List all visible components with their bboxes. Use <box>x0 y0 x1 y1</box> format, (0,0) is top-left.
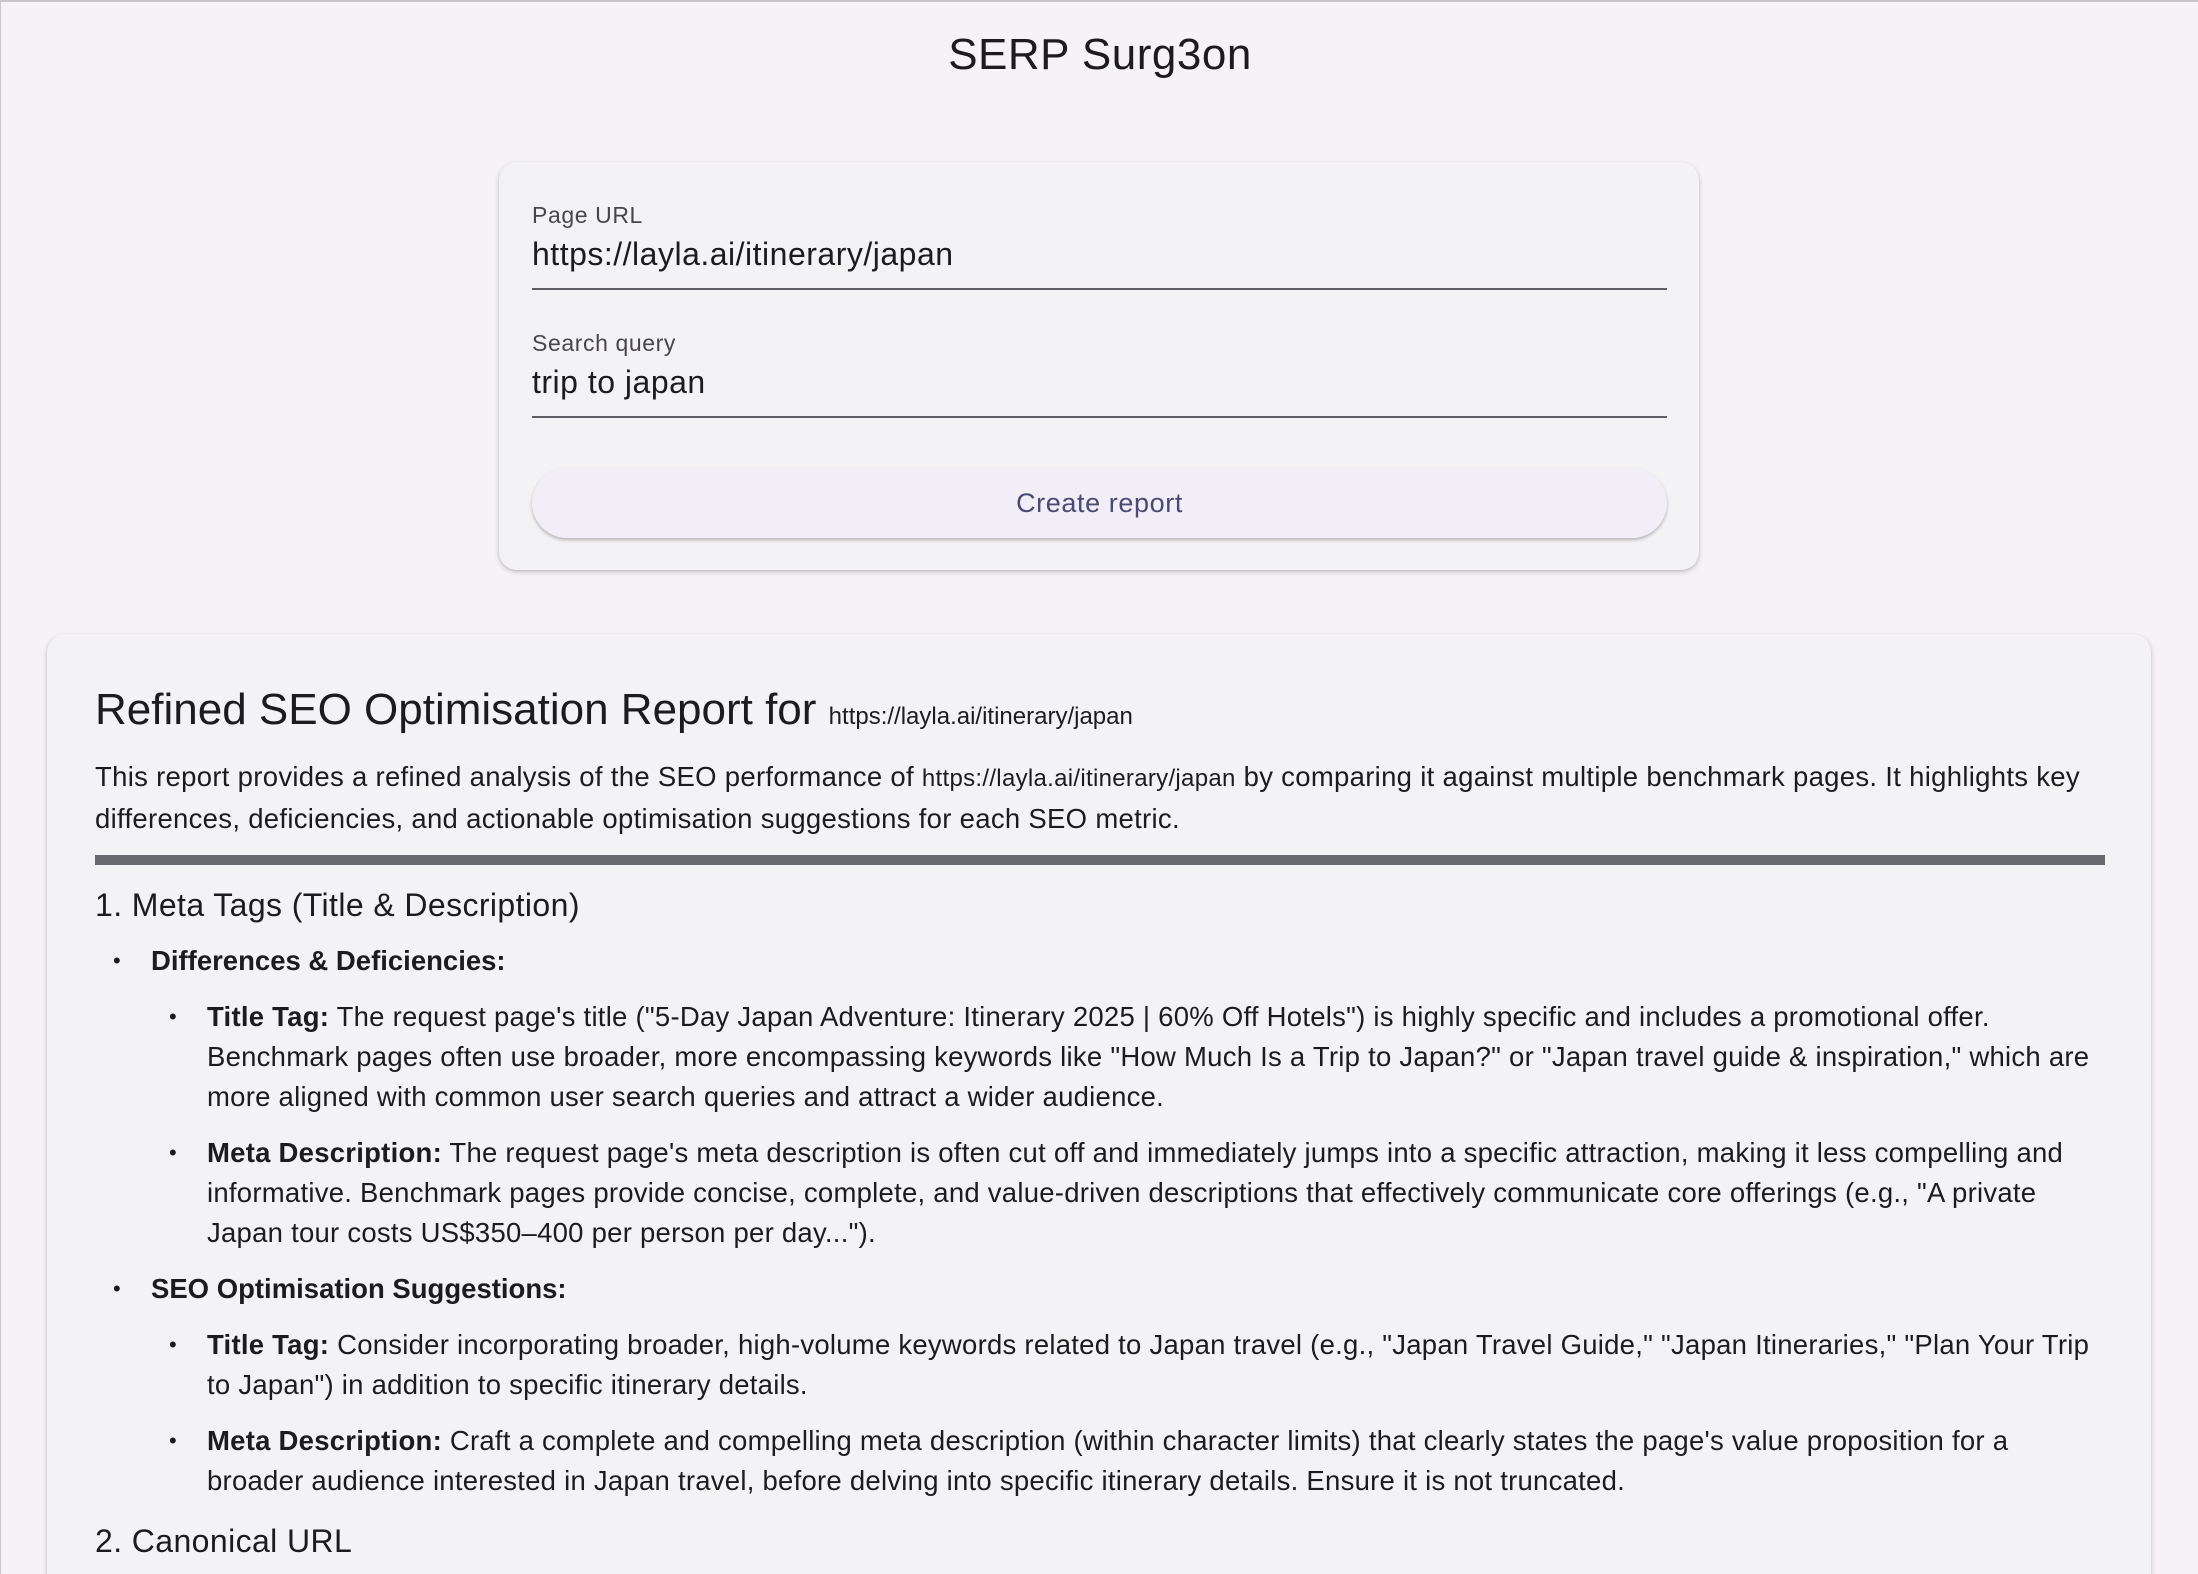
item-text: The request page's meta description is often cut off and immediately jumps into a specific attraction, making it less compelling and informative. Benchmark pages provide concise, complete, and value-driven descriptions that effectively communicate core offerings (e.g., "A private Japan tour costs US$350–400 per person per day..."). <box>207 1137 2064 1248</box>
section-divider <box>95 855 2105 865</box>
report-form <box>499 162 1699 570</box>
group-label-differences: Differences & Deficiencies: <box>151 945 506 976</box>
list-item <box>169 997 2105 1117</box>
report-card <box>47 634 2151 1574</box>
item-text: Consider incorporating broader, high-volume keywords related to Japan travel (e.g., "Japan Travel Guide," "Japan Itineraries," "Plan Your Trip to Japan") in addition to specific itinerary details. <box>207 1329 2090 1400</box>
section-heading-canonical-url: 2. Canonical URL <box>95 1523 353 1559</box>
app-title: SERP Surg3on <box>948 30 1252 79</box>
report-intro <box>95 757 2105 839</box>
differences-items <box>151 997 2105 1253</box>
bullet-icon: • <box>113 1276 121 1301</box>
list-item <box>169 1421 2105 1501</box>
report-title-url: https://layla.ai/itinerary/japan <box>828 703 1133 730</box>
group-label-suggestions: SEO Optimisation Suggestions: <box>151 1273 567 1304</box>
bullet-icon: • <box>113 948 121 973</box>
search-query-input[interactable] <box>532 364 1667 401</box>
group-differences <box>113 941 2105 1253</box>
bullet-icon: • <box>169 1140 177 1165</box>
item-text: Craft a complete and compelling meta description (within character limits) that clearly states the page's value proposition for a broader audience interested in Japan travel, before delving into specific itinerary details. Ensure it is not truncated. <box>207 1425 2009 1496</box>
bullet-icon: • <box>169 1004 177 1029</box>
item-label-title-tag: Title Tag: <box>207 1001 330 1032</box>
suggestions-items <box>151 1325 2105 1501</box>
list-item <box>169 1133 2105 1253</box>
report-title-text: Refined SEO Optimisation Report for <box>95 685 817 734</box>
report-content <box>95 682 2105 1563</box>
intro-text-before: This report provides a refined analysis of the SEO performance of <box>95 761 914 792</box>
report-title <box>95 682 2105 745</box>
page-url-field[interactable] <box>532 202 1667 290</box>
item-text: The request page's title ("5-Day Japan Adventure: Itinerary 2025 | 60% Off Hotels") is highly specific and includes a promotional offer. Benchmark pages often use broader, more encompassing keywords like "How Much Is a Trip to Japan?" or "Japan travel guide & inspiration," which are more aligned with common user search queries and attract a wider audience. <box>207 1001 2090 1112</box>
search-query-field[interactable] <box>532 330 1667 418</box>
item-label-meta-description: Meta Description: <box>207 1137 442 1168</box>
item-label-meta-description: Meta Description: <box>207 1425 442 1456</box>
section-heading-meta-tags: 1. Meta Tags (Title & Description) <box>95 887 580 923</box>
group-suggestions <box>113 1269 2105 1501</box>
page-url-input[interactable] <box>532 236 1667 273</box>
intro-url: https://layla.ai/itinerary/japan <box>921 765 1236 792</box>
bullet-icon: • <box>169 1332 177 1357</box>
list-item <box>169 1325 2105 1405</box>
item-label-title-tag: Title Tag: <box>207 1329 330 1360</box>
create-report-button[interactable]: Create report <box>532 468 1667 538</box>
meta-tags-groups <box>95 941 2105 1501</box>
intro-text-after: by comparing it against multiple benchmark pages. It highlights key differences, deficiencies, and actionable optimisation suggestions for each SEO metric. <box>95 761 2080 834</box>
search-query-label: Search query <box>532 330 676 356</box>
page-url-label: Page URL <box>532 202 643 228</box>
bullet-icon: • <box>169 1428 177 1453</box>
